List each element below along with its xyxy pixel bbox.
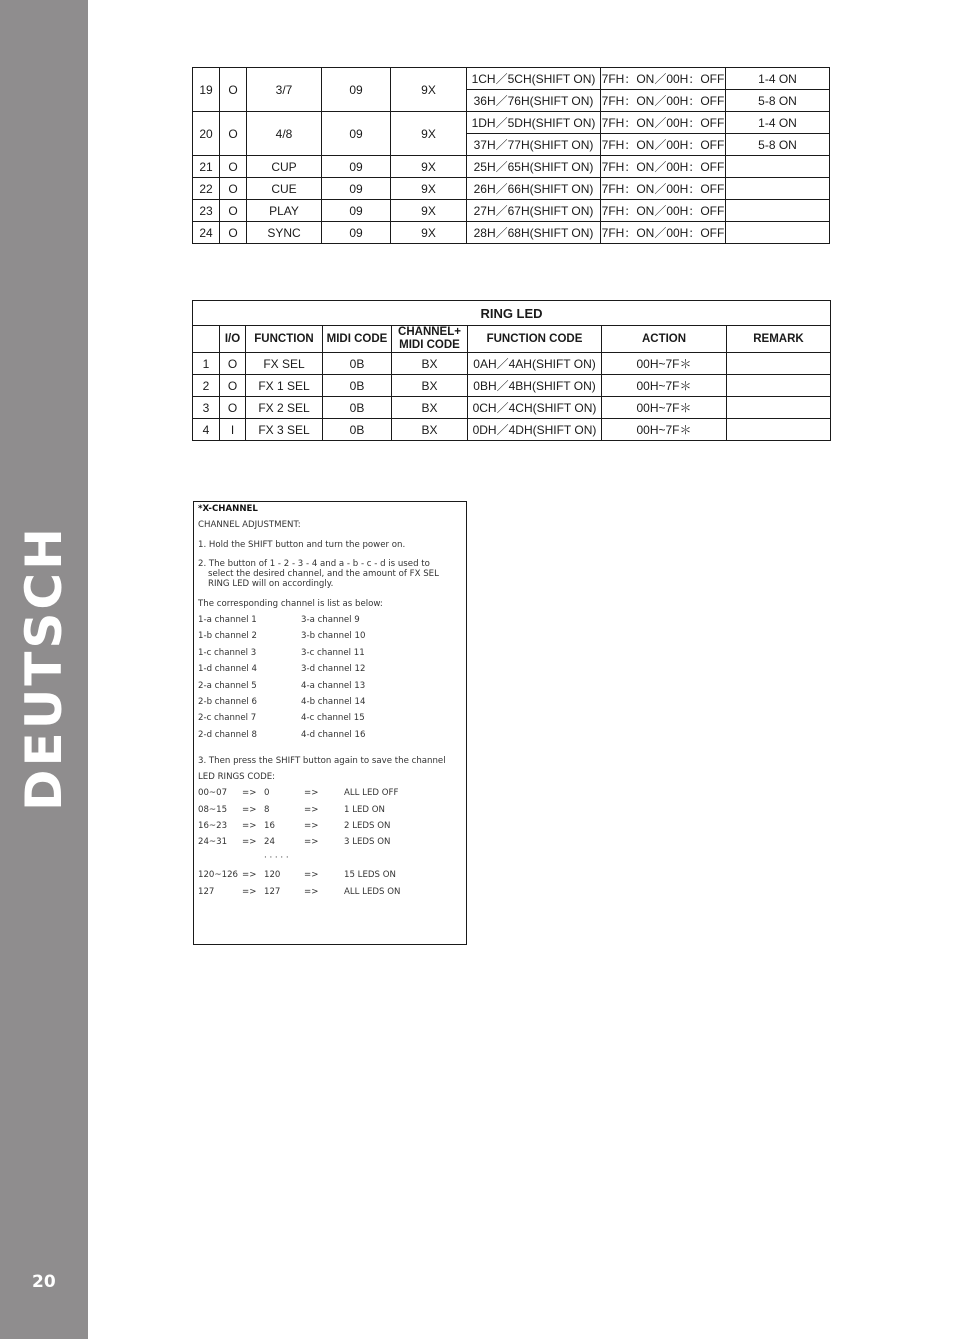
table-cell: FX 1 SEL <box>246 375 323 397</box>
led-code-cell: => <box>242 870 257 880</box>
cell-ch: 9X <box>391 178 467 200</box>
channel-item: 4-c channel 15 <box>301 713 365 724</box>
cell-remark <box>726 156 830 178</box>
channel-item: 1-c channel 3 <box>198 647 257 658</box>
channel-item: 4-a channel 13 <box>301 680 366 691</box>
cell-remark: 1-4 ON <box>726 68 830 90</box>
cell-action: 7FH：ON／00H：OFF <box>601 156 726 178</box>
cell-ch: 9X <box>391 68 467 112</box>
table-cell: 00H~7F＊ <box>602 353 727 375</box>
ring-led-table <box>192 300 831 441</box>
cell-function: CUP <box>247 156 322 178</box>
x-channel-note <box>193 501 467 945</box>
led-code-cell: 00~07 <box>198 788 228 798</box>
cell-function: PLAY <box>247 200 322 222</box>
cell-remark <box>726 222 830 244</box>
led-code-cell: => <box>242 887 257 897</box>
led-code-cell: 24 <box>264 837 275 847</box>
cell-no: 21 <box>193 156 220 178</box>
led-code-cell: => <box>304 821 319 831</box>
table-cell: 4 <box>193 419 220 441</box>
cell-remark <box>726 200 830 222</box>
table-cell: I <box>220 419 246 441</box>
led-code-cell: 16~23 <box>198 821 228 831</box>
led-code-cell: 127 <box>198 887 215 897</box>
table-cell: BX <box>392 419 468 441</box>
channel-item: 1-d channel 4 <box>198 664 257 675</box>
cell-action: 7FH：ON／00H：OFF <box>601 134 726 156</box>
table-cell: FX 3 SEL <box>246 419 323 441</box>
column-header: FUNCTION CODE <box>468 326 602 353</box>
table-row <box>193 375 831 397</box>
cell-code: 28H／68H(SHIFT ON) <box>467 222 601 244</box>
cell-action: 7FH：ON／00H：OFF <box>601 222 726 244</box>
table-cell: FX 2 SEL <box>246 397 323 419</box>
note-list-intro: The corresponding channel is list as below: <box>198 599 383 609</box>
led-code-cell: => <box>242 821 257 831</box>
channel-item: 2-b channel 6 <box>198 697 257 707</box>
cell-action: 7FH：ON／00H：OFF <box>601 90 726 112</box>
cell-remark <box>726 178 830 200</box>
led-code-cell: => <box>304 788 319 798</box>
column-header: I/O <box>220 326 246 353</box>
channel-item: 3-a channel 9 <box>301 615 360 625</box>
cell-midi: 09 <box>322 68 391 112</box>
side-band <box>0 0 88 1339</box>
table-cell: 0B <box>323 397 392 419</box>
table-row <box>193 112 830 134</box>
note-step1: 1. Hold the SHIFT button and turn the power on. <box>198 540 406 550</box>
table-row <box>193 156 830 178</box>
cell-no: 24 <box>193 222 220 244</box>
cell-midi: 09 <box>322 112 391 156</box>
cell-io: O <box>220 222 247 244</box>
table-row <box>193 200 830 222</box>
cell-code: 1CH／5CH(SHIFT ON) <box>467 68 601 90</box>
channel-item: 1-b channel 2 <box>198 631 257 642</box>
page-number: 20 <box>32 1272 56 1292</box>
cell-midi: 09 <box>322 156 391 178</box>
table-cell: O <box>220 397 246 419</box>
led-code-cell: 16 <box>264 821 275 831</box>
language-label: DEUTSCH <box>15 525 73 811</box>
note-step2-line2: select the desired channel, and the amount of FX SEL <box>208 569 439 579</box>
table-row <box>193 222 830 244</box>
column-header: FUNCTION <box>246 326 323 353</box>
ring-led-title: RING LED <box>193 301 831 326</box>
channel-item: 4-b channel 14 <box>301 697 366 707</box>
cell-io: O <box>220 112 247 156</box>
channel-item: 3-d channel 12 <box>301 664 366 675</box>
cell-no: 20 <box>193 112 220 156</box>
cell-function: 4/8 <box>247 112 322 156</box>
cell-action: 7FH：ON／00H：OFF <box>601 112 726 134</box>
table-cell: 00H~7F＊ <box>602 397 727 419</box>
table-cell <box>727 375 831 397</box>
cell-remark: 5-8 ON <box>726 90 830 112</box>
led-code-cell: => <box>242 788 257 798</box>
column-header: CHANNEL+ MIDI CODE <box>392 326 468 353</box>
table-cell: O <box>220 353 246 375</box>
table-row <box>193 68 830 90</box>
cell-code: 27H／67H(SHIFT ON) <box>467 200 601 222</box>
cell-action: 7FH：ON／00H：OFF <box>601 178 726 200</box>
table-cell <box>727 353 831 375</box>
led-code-cell: 24~31 <box>198 837 228 847</box>
cell-code: 26H／66H(SHIFT ON) <box>467 178 601 200</box>
note-title: *X-CHANNEL <box>198 504 258 514</box>
cell-ch: 9X <box>391 156 467 178</box>
led-code-cell: => <box>304 805 319 815</box>
table-row <box>193 397 831 419</box>
table-cell: 3 <box>193 397 220 419</box>
led-code-cell: => <box>304 870 319 880</box>
cell-action: 7FH：ON／00H：OFF <box>601 68 726 90</box>
cell-midi: 09 <box>322 178 391 200</box>
led-code-cell: ALL LEDS ON <box>344 887 401 897</box>
channel-item: 2-d channel 8 <box>198 729 257 740</box>
cell-function: CUE <box>247 178 322 200</box>
led-code-cell: 1 LED ON <box>344 805 385 815</box>
led-code-cell: => <box>242 837 257 847</box>
table-cell <box>727 397 831 419</box>
cell-code: 1DH／5DH(SHIFT ON) <box>467 112 601 134</box>
cell-io: O <box>220 178 247 200</box>
cell-remark: 5-8 ON <box>726 134 830 156</box>
table-cell: 0CH／4CH(SHIFT ON) <box>468 397 602 419</box>
cell-function: 3/7 <box>247 68 322 112</box>
table-cell: BX <box>392 375 468 397</box>
cell-io: O <box>220 200 247 222</box>
led-code-cell: 3 LEDS ON <box>344 837 391 847</box>
led-code-cell: · · · · · <box>264 853 289 863</box>
note-codes-title: LED RINGS CODE: <box>198 772 276 782</box>
cell-ch: 9X <box>391 222 467 244</box>
led-code-cell: 2 LEDS ON <box>344 821 391 831</box>
led-code-cell: ALL LED OFF <box>344 788 399 798</box>
table-cell: 0B <box>323 419 392 441</box>
channel-item: 3-b channel 10 <box>301 631 366 642</box>
table-cell: 00H~7F＊ <box>602 419 727 441</box>
table-cell: 00H~7F＊ <box>602 375 727 397</box>
cell-code: 25H／65H(SHIFT ON) <box>467 156 601 178</box>
led-code-cell: 0 <box>264 788 270 798</box>
cell-code: 37H／77H(SHIFT ON) <box>467 134 601 156</box>
led-code-cell: 127 <box>264 887 281 897</box>
led-code-cell: => <box>304 887 319 897</box>
table-cell: 0B <box>323 353 392 375</box>
note-step2-line3: RING LED will on accordingly. <box>208 579 334 589</box>
led-code-cell: 08~15 <box>198 805 228 815</box>
cell-no: 19 <box>193 68 220 112</box>
table-cell: 0B <box>323 375 392 397</box>
led-code-cell: => <box>242 805 257 815</box>
cell-no: 23 <box>193 200 220 222</box>
table-cell: 1 <box>193 353 220 375</box>
cell-midi: 09 <box>322 200 391 222</box>
table-cell: 2 <box>193 375 220 397</box>
midi-table-continued <box>192 67 830 244</box>
table-cell <box>727 419 831 441</box>
column-header: ACTION <box>602 326 727 353</box>
table-row <box>193 353 831 375</box>
table-row <box>193 419 831 441</box>
led-code-cell: 15 LEDS ON <box>344 870 396 880</box>
cell-action: 7FH：ON／00H：OFF <box>601 200 726 222</box>
table-cell: 0DH／4DH(SHIFT ON) <box>468 419 602 441</box>
table-cell: 0BH／4BH(SHIFT ON) <box>468 375 602 397</box>
column-header: REMARK <box>727 326 831 353</box>
channel-item: 2-a channel 5 <box>198 680 257 691</box>
note-step2-line1: 2. The button of 1 - 2 - 3 - 4 and a - b - c - d is used to <box>198 559 430 569</box>
led-code-cell: 120~126 <box>198 870 239 880</box>
cell-ch: 9X <box>391 112 467 156</box>
cell-io: O <box>220 68 247 112</box>
table-row <box>193 178 830 200</box>
note-subtitle: CHANNEL ADJUSTMENT: <box>198 520 301 530</box>
cell-midi: 09 <box>322 222 391 244</box>
column-header <box>193 326 220 353</box>
cell-code: 36H／76H(SHIFT ON) <box>467 90 601 112</box>
column-header: MIDI CODE <box>323 326 392 353</box>
cell-ch: 9X <box>391 200 467 222</box>
led-code-cell: 120 <box>264 870 281 880</box>
table-cell: FX SEL <box>246 353 323 375</box>
cell-no: 22 <box>193 178 220 200</box>
led-code-cell: => <box>304 837 319 847</box>
table-cell: BX <box>392 353 468 375</box>
cell-function: SYNC <box>247 222 322 244</box>
cell-io: O <box>220 156 247 178</box>
led-code-cell: 8 <box>264 805 270 815</box>
channel-item: 1-a channel 1 <box>198 615 257 625</box>
channel-item: 4-d channel 16 <box>301 729 366 740</box>
table-cell: O <box>220 375 246 397</box>
note-step3: 3. Then press the SHIFT button again to save the channel <box>198 756 446 766</box>
table-cell: 0AH／4AH(SHIFT ON) <box>468 353 602 375</box>
channel-item: 2-c channel 7 <box>198 713 257 724</box>
table-cell: BX <box>392 397 468 419</box>
cell-remark: 1-4 ON <box>726 112 830 134</box>
channel-item: 3-c channel 11 <box>301 647 365 658</box>
